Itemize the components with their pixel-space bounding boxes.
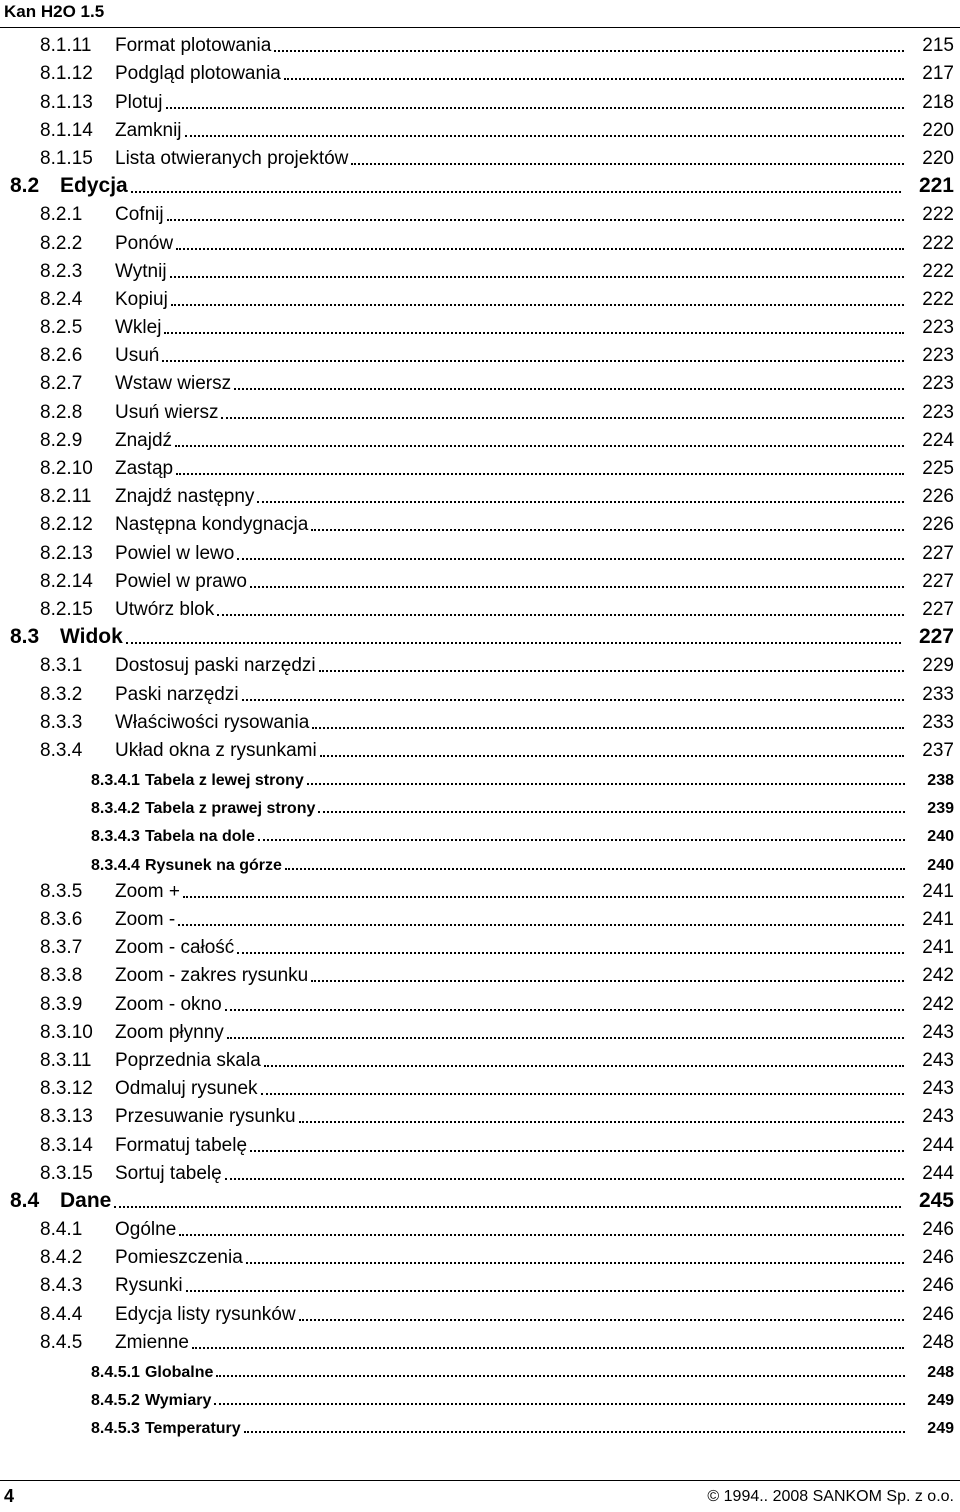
toc-entry-number: 8.2.12 (40, 514, 93, 536)
toc-entry-number: 8.2.11 (40, 486, 92, 508)
toc-entry-page: 223 (922, 345, 954, 367)
toc-entry[interactable] (0, 654, 960, 682)
toc-entry-number: 8.3.7 (40, 937, 83, 959)
toc-entry-number: 8.3.11 (40, 1049, 92, 1071)
toc-entry-title: Wymiary (144, 1392, 212, 1410)
toc-dot-leader (126, 642, 901, 644)
toc-dot-leader (242, 699, 905, 701)
toc-entry[interactable] (0, 1331, 960, 1359)
toc-dot-leader (216, 1375, 905, 1377)
toc-dot-leader (166, 107, 905, 109)
toc-entry-number: 8.3.12 (40, 1078, 93, 1100)
toc-entry-page: 224 (922, 429, 954, 451)
toc-dot-leader (183, 896, 904, 898)
toc-entry-number: 8.4.4 (40, 1303, 83, 1325)
toc-entry-title: Właściwości rysowania (115, 711, 310, 733)
toc-entry-page: 227 (922, 542, 954, 564)
toc-entry-page: 243 (922, 1106, 954, 1128)
toc-entry-page: 241 (922, 880, 954, 902)
toc-entry-title: Tabela z prawej strony (144, 800, 316, 818)
toc-entry-number: 8.3.4.3 (91, 828, 140, 846)
toc-entry-page: 223 (922, 373, 954, 395)
toc-entry-title: Wklej (115, 317, 162, 339)
toc-dot-leader (258, 839, 905, 841)
toc-entry-number: 8.4.3 (40, 1275, 83, 1297)
toc-dot-leader (351, 163, 904, 165)
toc-entry[interactable] (0, 344, 960, 372)
toc-entry-page: 244 (922, 1134, 954, 1156)
toc-entry-number: 8.1.11 (40, 35, 92, 57)
toc-entry[interactable] (0, 1302, 960, 1330)
toc-entry-title: Dostosuj paski narzędzi (115, 655, 316, 677)
toc-entry[interactable] (0, 1387, 960, 1415)
toc-entry-page: 229 (922, 655, 954, 677)
toc-entry-number: 8.2.1 (40, 204, 83, 226)
toc-entry-page: 223 (922, 401, 954, 423)
toc-dot-leader (185, 135, 905, 137)
toc-dot-leader (162, 360, 904, 362)
toc-entry-title: Format plotowania (115, 35, 272, 57)
toc-dot-leader (312, 727, 904, 729)
toc-entry-number: 8.2.7 (40, 373, 83, 395)
toc-entry-number: 8.3.13 (40, 1106, 93, 1128)
toc-entry[interactable] (0, 1105, 960, 1133)
toc-entry-page: 242 (922, 993, 954, 1015)
toc-entry[interactable] (0, 316, 960, 344)
toc-entry-page: 241 (922, 937, 954, 959)
toc-entry-number: 8.2.10 (40, 458, 93, 479)
toc-entry-title: Zamknij (115, 119, 182, 141)
toc-entry-page: 220 (922, 119, 954, 141)
toc-entry-title: Podgląd plotowania (115, 63, 281, 85)
toc-entry-number: 8.2.4 (40, 288, 83, 310)
toc-entry[interactable] (0, 62, 960, 90)
toc-entry-number: 8.4.1 (40, 1219, 83, 1241)
toc-entry[interactable] (0, 626, 960, 654)
toc-entry-page: 239 (927, 800, 954, 818)
toc-entry-number: 8.4.2 (40, 1247, 83, 1269)
toc-dot-leader (131, 191, 901, 193)
toc-dot-leader (179, 1234, 904, 1236)
document-header-title: Kan H2O 1.5 (4, 2, 105, 21)
toc-entry-page: 237 (922, 739, 954, 761)
toc-dot-leader (192, 1347, 904, 1349)
toc-entry[interactable] (0, 570, 960, 598)
toc-dot-leader (225, 1178, 905, 1180)
toc-entry-number: 8.1.14 (40, 119, 93, 141)
toc-entry[interactable] (0, 260, 960, 288)
toc-entry[interactable] (0, 1246, 960, 1274)
toc-entry-page: 222 (922, 260, 954, 282)
toc-entry-title: Zoom - zakres rysunku (115, 965, 309, 987)
toc-entry-page: 246 (922, 1275, 954, 1297)
toc-entry-title: Rysunki (115, 1275, 183, 1297)
toc-entry[interactable] (0, 682, 960, 710)
toc-dot-leader (167, 219, 905, 221)
toc-entry[interactable] (0, 964, 960, 992)
toc-entry-page: 246 (922, 1303, 954, 1325)
toc-dot-leader (299, 1121, 905, 1123)
toc-entry-number: 8.2 (10, 174, 40, 198)
toc-entry[interactable] (0, 851, 960, 879)
toc-entry-title: Temperatury (144, 1420, 241, 1438)
footer-divider (0, 1480, 960, 1481)
toc-entry-title: Usuń (115, 345, 160, 367)
toc-entry[interactable] (0, 203, 960, 231)
toc-entry-number: 8.4.5.1 (91, 1364, 140, 1381)
toc-entry[interactable] (0, 485, 960, 513)
toc-entry[interactable] (0, 1133, 960, 1161)
toc-entry-page: 217 (922, 63, 954, 85)
toc-entry-number: 8.4.5 (40, 1331, 83, 1353)
toc-entry-number: 8.3.4.4 (91, 856, 140, 874)
toc-entry-page: 249 (927, 1420, 954, 1438)
toc-entry-page: 244 (922, 1162, 954, 1184)
toc-entry-page: 233 (922, 683, 954, 705)
toc-entry-page: 226 (922, 514, 954, 536)
toc-entry-title: Wytnij (115, 260, 167, 282)
toc-entry-title: Układ okna z rysunkami (115, 739, 317, 761)
toc-entry[interactable] (0, 541, 960, 569)
toc-entry-title: Ponów (115, 232, 174, 254)
toc-entry-title: Następna kondygnacja (115, 514, 309, 536)
toc-entry-page: 241 (922, 909, 954, 930)
toc-entry-title: Odmaluj rysunek (115, 1078, 258, 1100)
toc-entry[interactable] (0, 739, 960, 767)
toc-entry-title: Tabela na dole (144, 828, 255, 846)
toc-entry-title: Cofnij (115, 204, 164, 226)
toc-entry[interactable] (0, 90, 960, 118)
toc-dot-leader (250, 1150, 904, 1152)
toc-entry-title: Widok (60, 625, 123, 649)
toc-dot-leader (237, 952, 904, 954)
toc-dot-leader (318, 811, 905, 813)
toc-entry-number: 8.3.2 (40, 683, 83, 705)
toc-entry-title: Plotuj (115, 91, 163, 113)
toc-entry-number: 8.3.15 (40, 1162, 93, 1184)
toc-entry-page: 238 (927, 772, 954, 790)
toc-entry-title: Paski narzędzi (115, 683, 239, 705)
toc-entry-title: Formatuj tabelę (115, 1134, 248, 1156)
toc-entry[interactable] (0, 795, 960, 823)
toc-entry-page: 222 (922, 204, 954, 226)
toc-entry-title: Pomieszczenia (115, 1247, 243, 1269)
toc-entry-number: 8.3.9 (40, 993, 83, 1015)
toc-entry-number: 8.3.10 (40, 1021, 93, 1043)
toc-dot-leader (227, 1037, 905, 1039)
toc-entry-number: 8.3 (10, 625, 40, 649)
toc-entry[interactable] (0, 119, 960, 147)
toc-entry-number: 8.2.8 (40, 401, 83, 423)
toc-entry[interactable] (0, 767, 960, 795)
toc-dot-leader (264, 1065, 905, 1067)
toc-entry-number: 8.1.15 (40, 147, 93, 169)
toc-entry-title: Zoom - okno (115, 993, 222, 1015)
toc-entry-number: 8.1.12 (40, 63, 93, 85)
toc-entry-title: Zastąp (115, 458, 174, 479)
toc-entry-number: 8.3.1 (40, 655, 83, 677)
toc-entry-number: 8.3.14 (40, 1134, 93, 1156)
toc-dot-leader (170, 276, 905, 278)
toc-entry-page: 227 (922, 570, 954, 592)
toc-entry-title: Edycja listy rysunków (115, 1303, 296, 1325)
toc-entry[interactable] (0, 1274, 960, 1302)
toc-entry-number: 8.2.6 (40, 345, 83, 367)
toc-entry[interactable] (0, 711, 960, 739)
table-of-contents (0, 34, 960, 1443)
toc-entry[interactable] (0, 147, 960, 175)
toc-entry-page: 243 (922, 1049, 954, 1071)
toc-entry-number: 8.3.3 (40, 711, 83, 733)
toc-entry-title: Znajdź (115, 429, 173, 451)
toc-entry-title: Przesuwanie rysunku (115, 1106, 296, 1128)
toc-entry-number: 8.2.13 (40, 542, 93, 564)
toc-entry-title: Zmienne (115, 1331, 189, 1353)
toc-entry[interactable] (0, 457, 960, 485)
toc-dot-leader (284, 78, 904, 80)
toc-entry-page: 222 (922, 288, 954, 310)
toc-entry[interactable] (0, 231, 960, 259)
toc-entry[interactable] (0, 513, 960, 541)
toc-entry[interactable] (0, 598, 960, 626)
toc-entry-title: Dane (60, 1188, 112, 1212)
toc-dot-leader (171, 304, 904, 306)
toc-entry-page: 221 (918, 174, 954, 198)
toc-entry-title: Tabela z lewej strony (144, 772, 304, 790)
toc-entry-page: 246 (922, 1219, 954, 1241)
toc-dot-leader (176, 248, 904, 250)
toc-dot-leader (234, 388, 904, 390)
toc-entry[interactable] (0, 823, 960, 851)
toc-dot-leader (221, 417, 904, 419)
toc-entry[interactable] (0, 1190, 960, 1218)
toc-entry-title: Powiel w lewo (115, 542, 235, 564)
toc-entry-title: Wstaw wiersz (115, 373, 232, 395)
toc-entry-page: 220 (922, 147, 954, 169)
toc-entry[interactable] (0, 936, 960, 964)
toc-entry-number: 8.4.5.3 (91, 1420, 140, 1438)
toc-entry-title: Poprzednia skala (115, 1049, 261, 1071)
toc-entry-title: Znajdź następny (115, 486, 255, 508)
toc-dot-leader (320, 755, 905, 757)
toc-entry-page: 245 (918, 1188, 954, 1212)
toc-entry-title: Kopiuj (115, 288, 168, 310)
toc-entry-title: Zoom płynny (115, 1021, 224, 1043)
toc-dot-leader (176, 473, 904, 475)
toc-entry-number: 8.1.13 (40, 91, 93, 113)
toc-entry-title: Usuń wiersz (115, 401, 219, 423)
toc-entry-page: 243 (922, 1021, 954, 1043)
toc-dot-leader (178, 924, 904, 926)
toc-dot-leader (319, 670, 905, 672)
toc-entry-title: Edycja (60, 174, 128, 198)
page-number: 4 (4, 1486, 15, 1506)
copyright-notice: © 1994.. 2008 SANKOM Sp. z o.o. (707, 1488, 954, 1505)
toc-dot-leader (257, 501, 904, 503)
toc-dot-leader (225, 1009, 905, 1011)
toc-entry-title: Zoom - (115, 909, 176, 930)
toc-entry-page: 227 (922, 598, 954, 620)
toc-entry-title: Sortuj tabelę (115, 1162, 222, 1184)
toc-entry[interactable] (0, 1077, 960, 1105)
toc-entry-number: 8.2.3 (40, 260, 83, 282)
toc-entry-number: 8.3.4 (40, 739, 83, 761)
toc-entry[interactable] (0, 992, 960, 1020)
toc-entry-page: 222 (922, 232, 954, 254)
toc-dot-leader (244, 1431, 906, 1433)
toc-entry[interactable] (0, 1359, 960, 1387)
toc-entry[interactable] (0, 1049, 960, 1077)
toc-entry-title: Powiel w prawo (115, 570, 247, 592)
toc-entry-page: 248 (927, 1364, 954, 1381)
toc-entry[interactable] (0, 1415, 960, 1443)
toc-dot-leader (261, 1093, 905, 1095)
toc-dot-leader (250, 586, 904, 588)
toc-entry-title: Utwórz blok (115, 598, 215, 620)
toc-dot-leader (311, 980, 904, 982)
toc-entry-page: 248 (922, 1331, 954, 1353)
toc-entry[interactable] (0, 34, 960, 62)
toc-entry[interactable] (0, 429, 960, 457)
toc-entry-page: 240 (927, 828, 954, 846)
toc-entry-page: 243 (922, 1078, 954, 1100)
toc-dot-leader (164, 332, 904, 334)
toc-dot-leader (246, 1262, 905, 1264)
toc-entry-title: Lista otwieranych projektów (115, 147, 349, 169)
toc-entry[interactable] (0, 1162, 960, 1190)
toc-dot-leader (237, 558, 904, 560)
toc-entry-title: Globalne (144, 1364, 214, 1381)
toc-dot-leader (217, 614, 904, 616)
toc-entry-number: 8.3.5 (40, 880, 83, 902)
toc-dot-leader (175, 445, 904, 447)
toc-dot-leader (307, 783, 905, 785)
toc-entry-number: 8.4 (10, 1188, 40, 1212)
toc-entry-page: 226 (922, 486, 954, 508)
toc-entry[interactable] (0, 1218, 960, 1246)
toc-entry-number: 8.3.8 (40, 965, 83, 987)
toc-entry[interactable] (0, 880, 960, 908)
toc-entry-number: 8.3.4.1 (91, 772, 140, 790)
toc-entry[interactable] (0, 372, 960, 400)
toc-entry-title: Zoom + (115, 880, 180, 902)
toc-dot-leader (299, 1319, 905, 1321)
toc-entry-number: 8.2.14 (40, 570, 93, 592)
toc-dot-leader (186, 1290, 905, 1292)
toc-entry-number: 8.3.4.2 (91, 800, 140, 818)
toc-dot-leader (311, 529, 904, 531)
toc-entry[interactable] (0, 400, 960, 428)
toc-entry-number: 8.2.9 (40, 429, 83, 451)
toc-entry[interactable] (0, 1021, 960, 1049)
toc-entry-page: 242 (922, 965, 954, 987)
toc-dot-leader (214, 1403, 905, 1405)
toc-entry-title: Ogólne (115, 1219, 177, 1241)
header-divider (0, 27, 960, 28)
toc-entry-page: 240 (927, 856, 954, 874)
toc-entry-title: Rysunek na górze (144, 856, 282, 874)
toc-entry-page: 225 (922, 458, 954, 479)
toc-entry[interactable] (0, 908, 960, 936)
toc-entry-page: 218 (922, 91, 954, 113)
toc-entry[interactable] (0, 175, 960, 203)
toc-entry-page: 249 (927, 1392, 954, 1410)
toc-dot-leader (114, 1206, 901, 1208)
toc-entry-number: 8.4.5.2 (91, 1392, 140, 1410)
toc-entry-page: 246 (922, 1247, 954, 1269)
toc-entry-page: 233 (922, 711, 954, 733)
toc-entry-page: 223 (922, 317, 954, 339)
toc-entry-number: 8.2.5 (40, 317, 83, 339)
toc-entry[interactable] (0, 288, 960, 316)
toc-dot-leader (285, 868, 905, 870)
toc-entry-page: 215 (922, 35, 954, 57)
toc-dot-leader (274, 50, 904, 52)
toc-entry-number: 8.3.6 (40, 909, 83, 930)
toc-entry-number: 8.2.15 (40, 598, 93, 620)
toc-entry-number: 8.2.2 (40, 232, 83, 254)
toc-entry-page: 227 (918, 625, 954, 649)
toc-entry-title: Zoom - całość (115, 937, 235, 959)
